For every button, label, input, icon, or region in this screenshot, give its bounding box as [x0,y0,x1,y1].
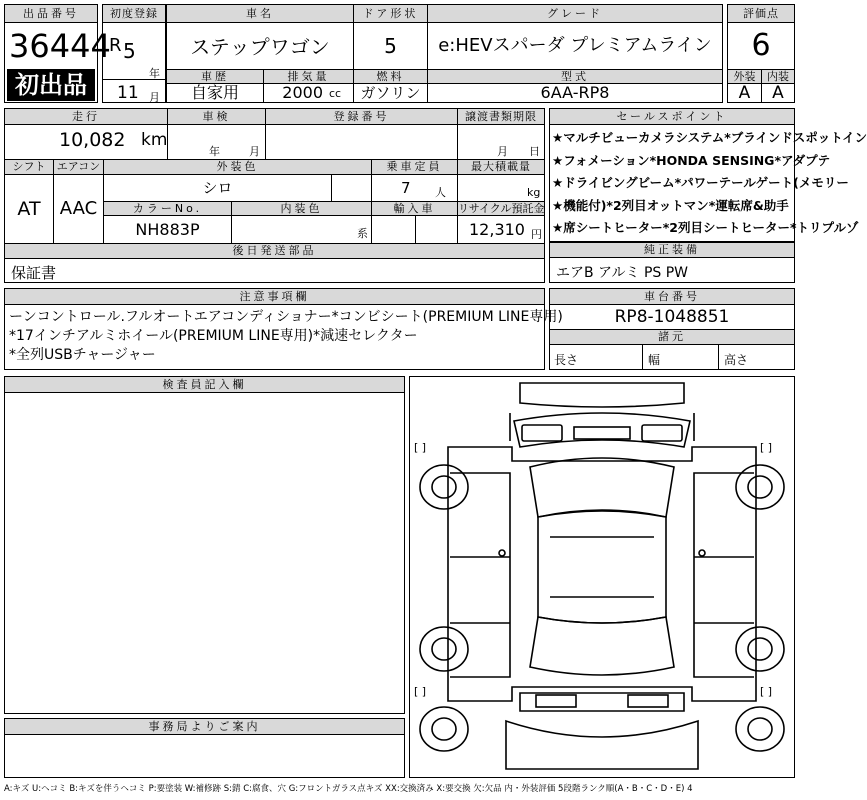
recycle-fee: 12,310 [469,220,525,239]
spare-wheel-right [736,707,784,751]
notes-label: 注意事項欄 [5,289,544,305]
office-label: 事務局よりご案内 [5,719,404,735]
km-unit: km [141,130,168,150]
first-registration [102,4,166,103]
note-line: ーンコントロール.フルオートエアコンディショナー*コンビシート(PREMIUM LINE専用) [9,309,563,325]
length-label: 長さ [554,353,579,367]
sales-points-label: セールスポイント [550,109,794,125]
capacity-unit: 人 [435,186,446,199]
score: 6 [751,28,771,63]
bracket-label-bottom-right: [ ] [760,685,773,698]
notes-text [9,308,563,365]
lot-number-label: 出品番号 [5,5,97,23]
roof [538,511,666,623]
sales-points-list [552,127,867,240]
wheel-rear-right [736,627,784,671]
year-unit: 年 [149,67,160,80]
history-label: 車歴 [167,70,263,84]
spare-wheel-left [420,707,468,751]
chassis-label: 車台番号 [550,289,794,305]
sales-point: ★機能付)*2列目オットマン*運転席&助手 [552,197,789,213]
history: 自家用 [190,83,239,102]
details-block [4,108,545,283]
office-block [4,718,405,778]
exterior-grade-label: 外装 [728,70,761,84]
interior-grade: A [761,84,794,102]
capacity: 7 [401,179,411,197]
max-load-label: 最大積載量 [457,160,544,175]
fuel-label: 燃料 [353,70,427,84]
sales-point: ★ドライビングビーム*パワーテールゲート(メモリー [552,175,849,190]
reg-number-label: 登録番号 [265,109,457,125]
body-color-label: 外装色 [103,160,371,175]
equipment: エアB アルミ PS PW [556,265,689,281]
displacement: 2000 [263,84,323,102]
score-label: 評価点 [728,5,794,23]
recycle-fee-unit: 円 [531,228,542,241]
bracket-label-top-left: [ ] [414,441,427,454]
load-unit: kg [527,186,541,199]
transfer-day-unit: 日 [529,145,540,158]
wheel-front-right [736,465,784,509]
specs-label: 諸元 [550,330,794,345]
sales-point: ★フォメーション*HONDA SENSING*アダプテ [552,152,831,168]
car-diagram [409,376,795,778]
chassis-number: RP8-1048851 [614,307,730,327]
month-unit: 月 [149,91,160,104]
lot-number: 36444 [9,27,111,65]
door-type: 5 [353,23,427,69]
reg-year: 5 [123,39,136,63]
cc-unit: cc [329,87,342,100]
chassis-block [549,288,795,370]
later-parts-label: 後日発送部品 [5,244,544,259]
car-name: ステップワゴン [190,35,330,59]
shift-label: シフト [5,160,53,175]
rear-window [530,617,674,675]
color-number-label: カラーNo. [103,202,231,216]
grade-label: グレード [427,5,722,23]
inspection-label: 車検 [167,109,265,125]
shift: AT [17,198,41,220]
headlight-right [642,425,682,441]
damage-legend: A:キズ U:ヘコミ B:キズを伴うヘコミ P:要塗装 W:補修跡 S:錆 C:腐食、穴 G:フロントガラス点キズ XX:交換済み X:要交換 欠:欠品 内・外装評価 5段階ランク順(A・B・C・D・E) 4 [4,784,693,794]
mileage-label: 走行 [5,109,167,125]
displacement-label: 排気量 [263,70,353,84]
front-bumper [520,383,684,407]
interior-grade-label: 内装 [761,70,794,84]
headlight-left [522,425,562,441]
mileage: 10,082 [59,129,126,151]
underbody [506,721,698,769]
inspection-month-unit: 月 [249,145,260,158]
hood [514,413,690,447]
car-info-block [166,4,723,103]
interior-color-unit: 系 [357,227,368,240]
note-line: *17インチアルミホイール(PREMIUM LINE専用)*減速セレクター [9,328,418,344]
bracket-label-top-right: [ ] [760,441,773,454]
wheel-rear-left [420,627,468,671]
body-color: シロ [103,175,331,201]
equipment-label: 純正装備 [550,243,794,258]
lot-block [4,4,111,103]
score-block [727,4,795,103]
first-registration-label: 初度登録 [103,5,165,23]
note-line: *全列USBチャージャー [9,347,156,363]
color-number: NH883P [103,216,231,243]
ac-label: エアコン [53,160,103,175]
air-conditioner: AAC [53,175,103,243]
exterior-grade: A [738,83,751,103]
recycle-fee-label: リサイクル預託金 [458,202,545,215]
inspector-label: 検査員記入欄 [5,377,404,393]
transfer-deadline-label: 譲渡書類期限 [457,109,544,125]
windshield [530,458,674,517]
width-label: 幅 [648,353,661,367]
capacity-label: 乗車定員 [371,160,457,175]
first-listing-badge: 初出品 [7,69,95,101]
grade: e:HEVスパーダ プレミアムライン [427,23,722,69]
car-name-label: 車名 [167,5,353,23]
sales-point: ★マルチビューカメラシステム*ブラインドスポットイン [552,130,867,145]
height-label: 高さ [724,353,749,367]
model-label: 型式 [427,70,722,84]
door-type-label: ドア形状 [353,5,427,23]
import-label: 輸入車 [371,202,457,216]
sales-points-block [549,108,867,242]
body-outline [448,447,756,701]
transfer-month-unit: 月 [497,145,508,158]
bracket-label-bottom-left: [ ] [414,685,427,698]
inspector-block [4,376,405,714]
model: 6AA-RP8 [427,84,722,102]
wheel-front-left [420,465,468,509]
interior-color-label: 内装色 [231,202,371,216]
later-parts: 保証書 [11,264,57,282]
notes-block [4,288,563,370]
equipment-block [549,242,795,283]
reg-month: 11 [117,83,139,103]
era: R [109,35,122,56]
fuel: ガソリン [353,84,427,102]
inspection-year-unit: 年 [209,145,220,158]
sales-point: ★席シートヒーター*2列目シートヒーター*トリプルゾ [552,220,859,235]
